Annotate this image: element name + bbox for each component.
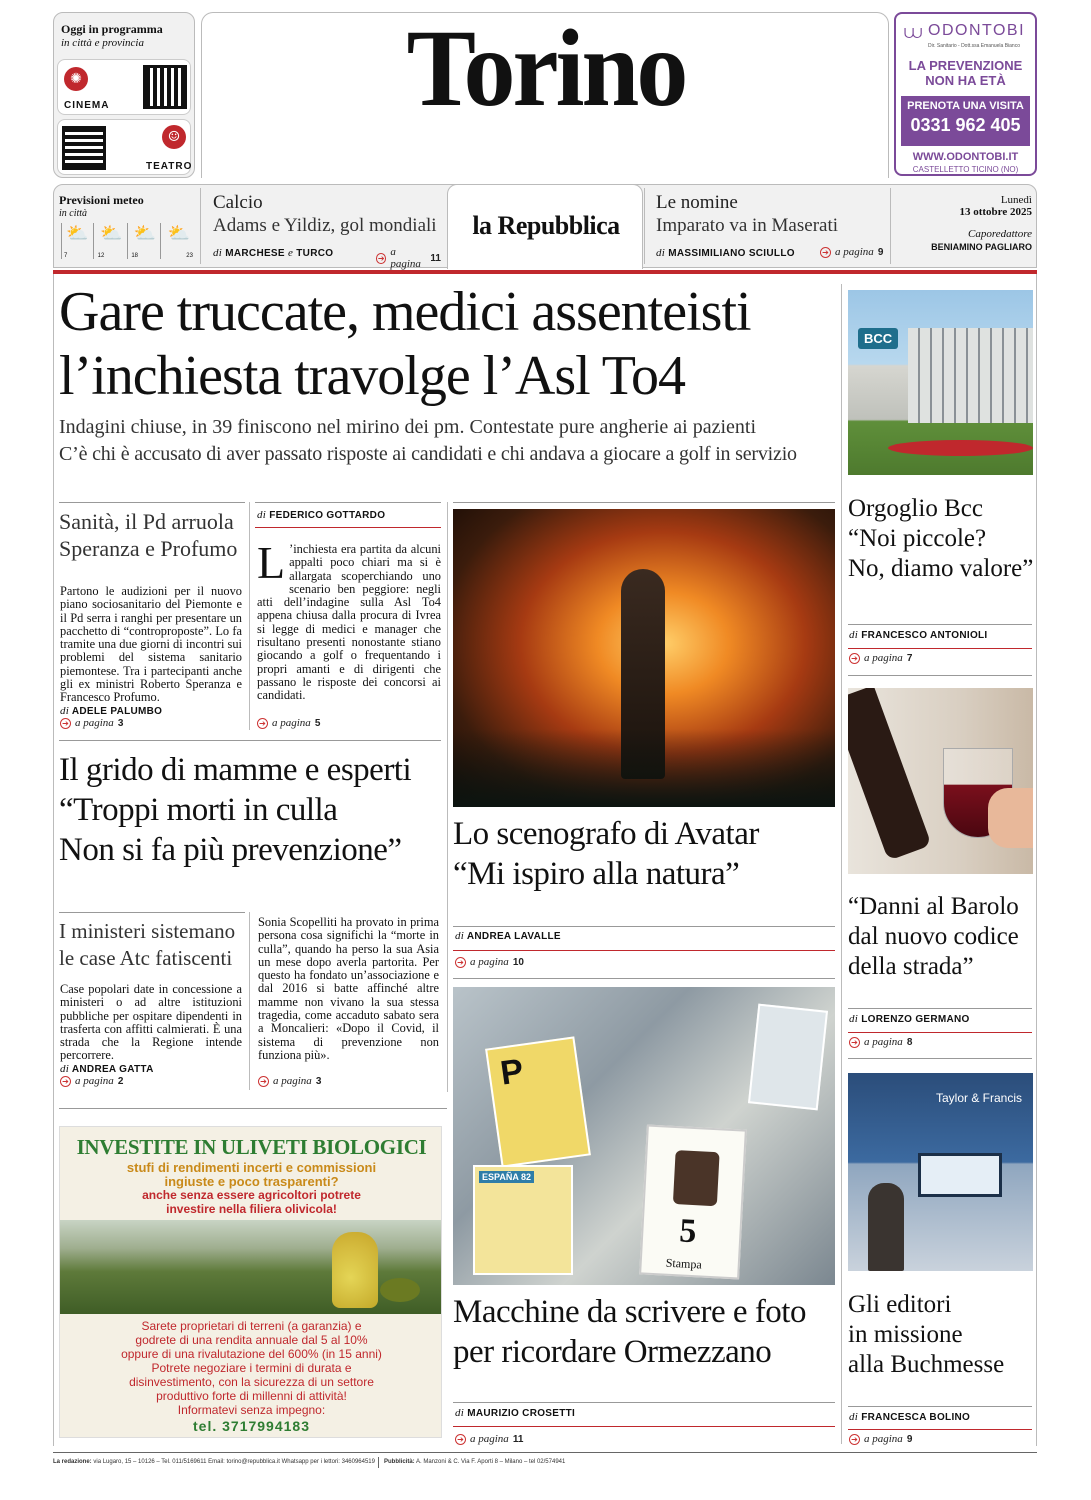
- building-shape: [908, 328, 1033, 423]
- culla-headline-line2: “Troppi morti in culla: [59, 792, 338, 828]
- masthead-box: [201, 7, 889, 178]
- editor-role: Caporedattore: [968, 228, 1032, 240]
- buchmesse-headline-line1: Gli editori: [848, 1291, 952, 1318]
- sanita-byline: di ADELE PALUMBO: [60, 705, 163, 717]
- ad-odontobi-headline2: NON HA ETÀ: [925, 73, 1006, 88]
- arrow-right-icon: ➔: [455, 1434, 466, 1445]
- ad-uliveti-phone[interactable]: tel. 3717994183: [193, 1418, 310, 1434]
- editor-name: BENIAMINO PAGLIARO: [931, 242, 1032, 252]
- photo-card-stamp: Stampa: [665, 1255, 703, 1272]
- sanita-pageref[interactable]: ➔ a pagina 3: [60, 717, 123, 729]
- accreditation-card: [473, 1165, 573, 1275]
- buchmesse-sign: Taylor & Francis: [936, 1091, 1023, 1105]
- weather-hour: 18: [131, 253, 138, 259]
- ad-uliveti-body5: disinvestimento, con la sicurezza di un settore: [129, 1375, 374, 1389]
- theatre-mask-icon: ☺: [162, 125, 186, 149]
- photo-card-number: 5: [678, 1212, 698, 1251]
- avatar-headline-line2: “Mi ispiro alla natura”: [453, 856, 740, 892]
- arrow-right-icon: ➔: [60, 718, 71, 729]
- teaser-nomine-byline: di MASSIMILIANO SCIULLO: [656, 247, 795, 259]
- weather-hour: 7: [64, 253, 68, 259]
- footer-pubblicita: Pubblicità: A. Manzoni & C. Via F. Aporti 8 – Milano – tel 02/574941: [384, 1459, 566, 1465]
- culla-headline[interactable]: [59, 750, 447, 870]
- sanita-headline-line2: Speranza e Profumo: [59, 536, 238, 561]
- ad-uliveti-body1: Sarete proprietari di terreni (a garanzia) e: [141, 1319, 362, 1333]
- teaser-calcio[interactable]: [213, 192, 441, 270]
- qr-code-icon: [143, 65, 187, 109]
- bcc-headline-line3: No, diamo valore”: [848, 555, 1034, 582]
- bcc-byline: di FRANCESCO ANTONIOLI: [849, 629, 988, 641]
- arrow-right-icon: ➔: [455, 957, 466, 968]
- teatro-label: TEATRO: [146, 161, 193, 172]
- weather-forecast: [61, 223, 195, 259]
- tooth-logo-icon: ⩊: [904, 22, 923, 43]
- person-silhouette: [868, 1183, 904, 1271]
- partly-cloudy-icon: ⛅: [99, 223, 123, 244]
- culla-pageref[interactable]: ➔ a pagina 3: [258, 1075, 321, 1087]
- arrow-right-icon: ➔: [820, 247, 831, 258]
- accreditation-card: [639, 1124, 747, 1279]
- sanita-headline[interactable]: [59, 508, 249, 562]
- foliage-shape: [453, 729, 835, 807]
- oil-bottle-icon: [332, 1232, 378, 1308]
- partly-cloudy-icon: ⛅: [133, 223, 157, 244]
- weather-hour: 23: [186, 253, 193, 259]
- lead-subhead-2: C’è chi è accusato di aver passato risposte ai candidati e chi andava a giocare a golf in servizio: [59, 443, 797, 465]
- partly-cloudy-icon: ⛅: [66, 223, 89, 244]
- barolo-headline-line1: “Danni al Barolo: [848, 893, 1019, 920]
- atc-pageref[interactable]: ➔ a pagina 2: [60, 1075, 123, 1087]
- ad-odontobi-doctors: Dir. Sanitario - Dott.ssa Emanuela Bianco: [928, 43, 1020, 49]
- ad-uliveti-line4: investire nella filiera olivicola!: [166, 1202, 337, 1216]
- culla-headline-line1: Il grido di mamme e esperti: [59, 752, 412, 788]
- repubblica-logo: la Repubblica: [472, 211, 620, 240]
- partly-cloudy-icon: ⛅: [167, 223, 191, 244]
- date-day: Lunedì: [1000, 194, 1032, 206]
- bcc-headline-line2: “Noi piccole?: [848, 525, 987, 552]
- barolo-byline: di LORENZO GERMANO: [849, 1013, 970, 1025]
- date-box: [894, 194, 1032, 264]
- arrow-right-icon: ➔: [377, 253, 385, 263]
- avatar-byline: di ANDREA LAVALLE: [455, 930, 561, 942]
- bcc-sign: BCC: [858, 328, 898, 349]
- ormezzano-headline[interactable]: [453, 1292, 841, 1372]
- portrait-shape: [673, 1150, 720, 1206]
- bcc-pageref[interactable]: ➔ a pagina 7: [849, 652, 912, 664]
- weather-title: Previsioni meteo: [59, 193, 144, 207]
- culla-headline-line3: Non si fa più prevenzione”: [59, 832, 402, 868]
- accreditation-card: [485, 1036, 591, 1167]
- ad-odontobi-phone: 0331 962 405: [910, 115, 1021, 135]
- culla-text: Sonia Scopelliti ha provato in prima persona cosa significhi la “morte in culla”, quando ha perso la sua Asia un mese dopo averla partorita. Per questo ha fondato un’associazione e dal 2016 si batte affinché altre mamme non vivano la sua stessa tragedia, come accaduto sabato sera a Moncalieri: «Dopo il Covid, il sistema di prevenzione non funziona più».: [258, 915, 439, 1062]
- arrow-right-icon: ➔: [258, 1076, 269, 1087]
- cinema-label: CINEMA: [64, 100, 110, 111]
- ad-odontobi-brand: ODONTOBI: [928, 22, 1026, 39]
- olive-grove-photo: [60, 1220, 442, 1314]
- teaser-calcio-title: Adams e Yildiz, gol mondiali: [213, 215, 437, 236]
- sanita-headline-line1: Sanità, il Pd arruola: [59, 509, 234, 534]
- avatar-pageref[interactable]: ➔ a pagina 10: [455, 956, 524, 968]
- lead-text: ’inchiesta era partita da alcuni appalti poco chiari ma si è allargata scoperchiando uno scenario ben peggiore: negli atti dell’indagine sulla Asl To4 appena chiusa dalla procura di Ivrea si legge di medici e manager che risultano presenti nonostante stiano giocando a golf o frequentando i propri amanti e di dirigenti che passano le risposte dei concorsi ai candidati.: [257, 542, 441, 703]
- program-subtitle: in città e provincia: [61, 37, 144, 49]
- arrow-right-icon: ➔: [60, 1076, 71, 1087]
- ormezzano-headline-line2: per ricordare Ormezzano: [453, 1334, 772, 1370]
- buchmesse-headline-line3: alla Buchmesse: [848, 1351, 1005, 1378]
- teaser-calcio-byline: di MARCHESE e TURCO: [213, 247, 334, 259]
- photo-badge-letter: P: [498, 1051, 526, 1093]
- teaser-calcio-pageref[interactable]: ➔ a pagina 11: [377, 246, 441, 270]
- lead-headline-line1: Gare truccate, medici assenteisti: [59, 281, 751, 343]
- weather-box: [59, 193, 197, 263]
- ad-uliveti-line3: anche senza essere agricoltori potrete: [142, 1188, 361, 1202]
- ad-uliveti-body7: Informatevi senza impegno:: [177, 1403, 326, 1417]
- photo-card-label: ESPAÑA 82: [479, 1171, 534, 1183]
- ad-odontobi-web[interactable]: WWW.ODONTOBI.IT: [912, 151, 1019, 163]
- avatar-headline[interactable]: [453, 814, 841, 894]
- olive-icon: [380, 1278, 420, 1302]
- lead-subhead-1: Indagini chiuse, in 39 finiscono nel mirino dei pm. Contestate pure angherie ai pazienti: [59, 416, 757, 438]
- weather-slot: [129, 223, 161, 259]
- ad-uliveti-line1: stufi di rendimenti incerti e commissioni: [126, 1160, 377, 1175]
- weather-slot: [96, 223, 128, 259]
- red-divider: [53, 270, 1037, 274]
- ad-uliveti-title: INVESTITE IN ULIVETI BIOLOGICI: [76, 1135, 427, 1159]
- hand-shape: [988, 788, 1033, 848]
- ad-odontobi[interactable]: [894, 12, 1037, 176]
- atc-byline: di ANDREA GATTA: [60, 1063, 154, 1075]
- ad-odontobi-cta: PRENOTA UNA VISITA: [907, 100, 1024, 112]
- repubblica-tab: [447, 184, 643, 269]
- lead-pageref[interactable]: ➔ a pagina 5: [257, 717, 320, 729]
- weather-subtitle: in città: [59, 208, 88, 219]
- weather-slot: [163, 223, 195, 259]
- arrow-right-icon: ➔: [849, 1037, 860, 1048]
- screen-shape: [918, 1153, 1002, 1197]
- accreditation-card: [748, 1004, 828, 1111]
- teaser-nomine-kicker: Le nomine: [656, 192, 738, 213]
- lead-byline: di FEDERICO GOTTARDO: [257, 509, 386, 521]
- ad-uliveti-line2: ingiuste e poco trasparenti?: [164, 1174, 339, 1189]
- lead-headline[interactable]: [59, 280, 849, 408]
- teaser-nomine[interactable]: [656, 192, 886, 262]
- barolo-pageref[interactable]: ➔ a pagina 8: [849, 1036, 912, 1048]
- weather-hour: 12: [97, 253, 105, 259]
- teaser-nomine-title: Imparato va in Maserati: [656, 215, 839, 236]
- barolo-photo[interactable]: [848, 688, 1033, 874]
- arrow-right-icon: ➔: [257, 718, 268, 729]
- lead-dropcap: L: [257, 537, 286, 588]
- bottle-shape: [848, 688, 932, 861]
- flowerbed-shape: [888, 440, 1033, 456]
- cinema-block[interactable]: [57, 59, 191, 115]
- teaser-calcio-kicker: Calcio: [213, 192, 263, 213]
- lead-headline-line2: l’inchiesta travolge l’Asl To4: [59, 345, 686, 407]
- ad-odontobi-place: CASTELLETTO TICINO (NO): [912, 165, 1019, 174]
- footer-redazione: La redazione: via Lugaro, 15 – 10126 – Tel. 011/5169611 Email: torino@repubblica.it Whatsapp per i lettori: 3460964519: [53, 1459, 375, 1465]
- arrow-right-icon: ➔: [849, 1434, 860, 1445]
- ormezzano-byline: di MAURIZIO CROSETTI: [455, 1407, 576, 1419]
- ad-uliveti-body6: produttivo forte di millenni di attività!: [156, 1389, 347, 1403]
- bcc-headline[interactable]: [848, 494, 1038, 584]
- barolo-headline-line3: della strada”: [848, 953, 974, 980]
- teatro-block[interactable]: [57, 119, 191, 175]
- barolo-headline-line2: dal nuovo codice: [848, 923, 1019, 950]
- avatar-headline-line1: Lo scenografo di Avatar: [453, 816, 759, 852]
- weather-slot: [62, 223, 94, 259]
- ormezzano-pageref[interactable]: ➔ a pagina 11: [455, 1433, 523, 1445]
- film-reel-icon: ✺: [64, 67, 88, 91]
- atc-headline-line2: le case Atc fatiscenti: [59, 946, 233, 970]
- buchmesse-headline-line2: in missione: [848, 1321, 963, 1348]
- arrow-right-icon: ➔: [849, 653, 860, 664]
- ad-odontobi-headline1: LA PREVENZIONE: [908, 58, 1023, 73]
- date-full: 13 ottobre 2025: [959, 206, 1032, 218]
- masthead-title: Torino: [406, 7, 686, 130]
- ad-uliveti-body3: oppure di una rivalutazione del 600% (in 15 anni): [121, 1347, 382, 1361]
- teaser-nomine-pageref[interactable]: ➔ a pagina 9: [820, 246, 883, 258]
- program-title: Oggi in programma: [61, 22, 163, 36]
- buchmesse-pageref[interactable]: ➔ a pagina 9: [849, 1433, 912, 1445]
- qr-code-icon: [62, 126, 106, 170]
- ad-uliveti-body4: Potrete negoziare i termini di durata e: [151, 1361, 352, 1375]
- sanita-text: Partono le audizioni per il nuovo piano sociosanitario del Piemonte e il Pd serra i ranghi per presentare un pacchetto di “controproposte”. Lo fa tramite una due giorni di incontri sui problemi del sistema sanitario piemontese. Tra i partecipanti anche gli ex ministri Roberto Speranza e Francesco Profumo.: [60, 584, 242, 705]
- avatar-photo[interactable]: [453, 509, 835, 807]
- buchmesse-photo[interactable]: [848, 1073, 1033, 1271]
- ad-odontobi-cta-box[interactable]: [901, 96, 1030, 146]
- ad-uliveti-body2: godrete di una rendita annuale dal 5 al 10%: [135, 1333, 368, 1347]
- atc-headline-line1: I ministeri sistemano: [59, 919, 236, 943]
- bcc-photo[interactable]: [848, 290, 1033, 475]
- atc-text: Case popolari date in concessione a ministeri o ad altre istituzioni pubbliche per ospitare dipendenti in trasferta con affitti calmierati. È una strada che la Regione intende percorrere.: [60, 982, 242, 1063]
- ormezzano-photo[interactable]: [453, 987, 835, 1285]
- buchmesse-headline[interactable]: [848, 1290, 1038, 1380]
- program-box: [53, 12, 195, 178]
- barolo-headline[interactable]: [848, 892, 1038, 982]
- buchmesse-byline: di FRANCESCA BOLINO: [849, 1411, 971, 1423]
- bcc-headline-line1: Orgoglio Bcc: [848, 495, 983, 522]
- ad-uliveti[interactable]: [59, 1126, 442, 1438]
- ormezzano-headline-line1: Macchine da scrivere e foto: [453, 1294, 806, 1330]
- atc-headline[interactable]: [59, 918, 249, 972]
- lead-body: [257, 537, 441, 703]
